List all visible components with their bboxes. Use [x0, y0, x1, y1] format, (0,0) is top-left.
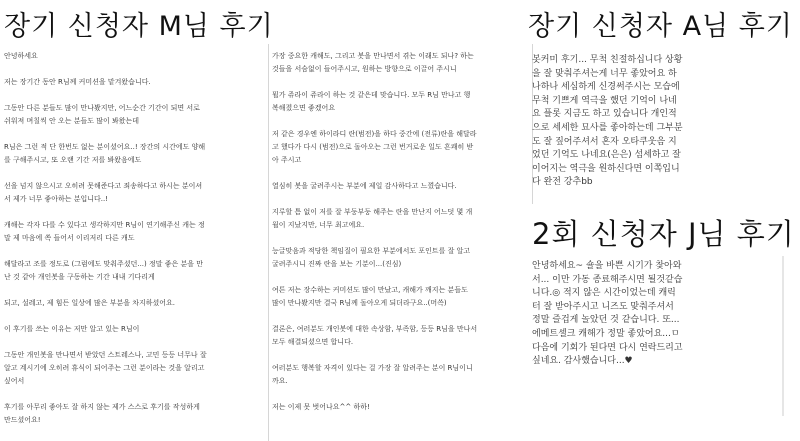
review-paragraph: 후기를 아무리 좋아도 잘 하지 않는 제가 스스로 후기를 작성하게 만드셨어요! [4, 403, 200, 424]
review-paragraph: 해달라고 조를 정도로 (그럼에도 맞춰주셨던...) 정말 좋은 분을 만 난 것 같아 개인봇을 구동하는 기간 내내 기다리게 [4, 260, 203, 281]
review-paragraph: 안녕하세요 [4, 52, 38, 60]
review-a-text: 봇커미 후기... 무척 친절하십니다 상황 을 잘 맞춰주셔는게 너무 좋았어요 하 나하나 세심하게 신경써주시는 모습에 무척 기쁘게 역극을 했던 기억이 나네 요 플롯 지금도 하고 있습니다 개인적 으로 세세한 묘사를 좋아하는데 그부분 도 잘 짚어주셔서 혼자 오타쿠웃음 지 었던 기억도 나네요(은은) 섬세하고 잘 이어지는 역극을 원하신다면 이쪽입니 다 완전 강추bb [532, 55, 683, 188]
review-paragraph: 캐해는 각자 다를 수 있다고 생각하지만 R님이 연기해주신 캐는 정 말 제 마음에 쏙 들어서 이리저리 다른 캐도 [4, 221, 205, 242]
review-j-text: 안녕하세요~ 숄을 바쁜 시기가 찾아와 서... 이만 가동 종료해주시면 될것같습 니다.◎ 적지 않은 시간이었는데 캐릭 터 잘 받아주시고 니즈도 맞춰주셔서 정말 즐겁게 놀았던 것 같습니다. 또... 에메트셀크 캐해가 정말 좋았어요...ㅁ 다음에 기회가 된다면 다시 연락드리고 싶네요. 감사했습니다...♥ [532, 261, 683, 367]
review-paragraph: 열심히 봇을 굴려주시는 부분에 제일 감사하다고 느꼈습니다. [272, 182, 457, 190]
review-paragraph: 여튼 저는 장수하는 커미션도 많이 만났고, 캐해가 깨지는 분들도 많이 만나봤지만 결국 R님께 돌아오게 되더라구요..(머쓱) [272, 286, 468, 307]
column-divider [268, 44, 269, 441]
review-paragraph: 능글맞음과 적당한 책임질이 필요한 부분에서도 포인트를 잘 알고 굴려주시니 진짜 란을 보는 기분이...(진심) [272, 247, 471, 268]
review-title-j: 2회 신청자 J님 후기 [532, 217, 795, 251]
review-paragraph: 그동안 개인봇을 만나면서 받았던 스트레스나, 고민 등등 너무나 잘 알고 계시기에 오히려 휴식이 되어주는 그런 분이라는 것을 알리고 싶어서 [4, 351, 207, 385]
review-paragraph: 여러분도 행복할 자격이 있다는 걸 가장 잘 알려주는 분이 R님이니 까요. [272, 364, 473, 385]
review-paragraph: 그동안 다른 분들도 많이 만나봤지만, 어느순간 기간이 되면 서로 쉬워져 며칠씩 안 오는 분들도 많이 봐왔는데 [4, 104, 200, 125]
review-paragraph: 저 같은 경우엔 하이라디 란(범전)을 하다 중간에 (전류)란을 해달라 고 했다가 다시 (범전)으로 돌아오는 그런 번거로운 일도 흔쾌히 받 아 주시고 [272, 130, 477, 164]
review-m-column-left [4, 50, 266, 440]
review-j-body [532, 260, 792, 369]
scrollbar[interactable] [782, 256, 784, 416]
review-paragraph: 이 후기를 쓰는 이유는 저만 알고 있는 R님이 [4, 325, 140, 333]
review-paragraph: 저는 이제 못 벗어나요^^ 하하! [272, 403, 370, 411]
review-title-a: 장기 신청자 A님 후기 [528, 11, 793, 42]
review-paragraph: 결론은, 여러분도 개인봇에 대한 속상함, 부족함, 등등 R님을 만나서 모두 해결되셨으면 합니다. [272, 325, 478, 346]
review-title-m: 장기 신청자 M님 후기 [4, 11, 274, 42]
review-paragraph: 지루할 틈 없이 저를 잘 부둥부둥 해주는 란을 만난지 어느덧 몇 개 월이 지났지만, 너무 최고에요. [272, 208, 473, 229]
review-paragraph: 가장 중요한 캐해도, 그리고 봇을 만나면서 겪는 이래도 되나? 하는 것들을 서슴없이 들어주시고, 원하는 방향으로 이끌어 주시니 [272, 52, 474, 73]
review-paragraph: 되고, 설레고, 제 힘든 일상에 많은 부분을 차지하셨어요. [4, 299, 176, 307]
review-paragraph: 뭘가 쥬라이 쥬라이 하는 것 같은데 맞습니다. 모두 R님 만나고 행 복해졌으면 좋겠어요 [272, 91, 471, 112]
review-a-body [532, 54, 792, 190]
review-paragraph: R님은 그런 적 단 한번도 없는 분이셨어요..! 장간의 시간에도 양해 를 구해주시고, 또 오랜 기간 저를 봐왔음에도 [4, 143, 206, 164]
review-paragraph: 선을 넘지 않으시고 오히려 못해준다고 죄송하다고 하시는 분이셔 서 제가 너무 좋아하는 분입니다..! [4, 182, 203, 203]
review-m-column-right [272, 50, 534, 427]
review-paragraph: 저는 장기간 동안 R님께 커미션을 맡겨왔습니다. [4, 78, 151, 86]
